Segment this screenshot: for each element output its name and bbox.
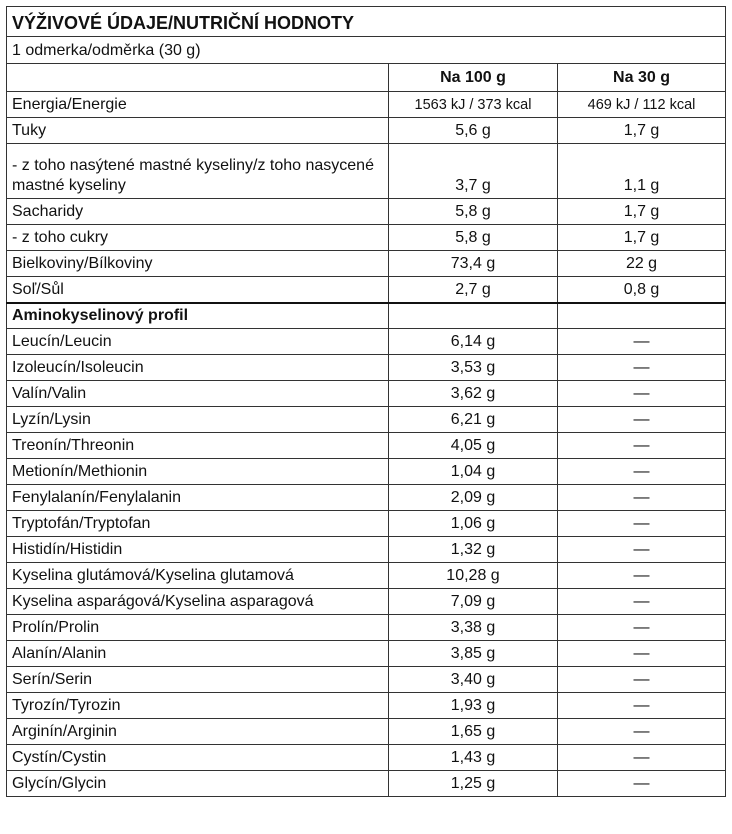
table-row bbox=[7, 407, 726, 433]
amino-per30: — bbox=[558, 719, 726, 745]
amino-name: Histidín/Histidin bbox=[7, 537, 389, 563]
amino-per30: — bbox=[558, 745, 726, 771]
amino-per100: 1,43 g bbox=[389, 745, 558, 771]
amino-name: Kyselina glutámová/Kyselina glutamová bbox=[7, 563, 389, 589]
nutrient-per100: 5,6 g bbox=[389, 118, 558, 144]
table-row bbox=[7, 719, 726, 745]
amino-per30: — bbox=[558, 407, 726, 433]
nutrition-table bbox=[6, 6, 726, 797]
amino-name: Treonín/Threonin bbox=[7, 433, 389, 459]
nutrient-per30: 1,7 g bbox=[558, 118, 726, 144]
column-header-per100: Na 100 g bbox=[389, 64, 558, 92]
table-row bbox=[7, 511, 726, 537]
table-row bbox=[7, 563, 726, 589]
nutrient-name: Energia/Energie bbox=[7, 92, 389, 118]
amino-per30: — bbox=[558, 615, 726, 641]
amino-per30: — bbox=[558, 667, 726, 693]
nutrient-per100: 5,8 g bbox=[389, 199, 558, 225]
table-row bbox=[7, 693, 726, 719]
table-row bbox=[7, 589, 726, 615]
amino-per30: — bbox=[558, 485, 726, 511]
table-row bbox=[7, 433, 726, 459]
amino-per30: — bbox=[558, 641, 726, 667]
nutrient-name: Bielkoviny/Bílkoviny bbox=[7, 251, 389, 277]
table-row bbox=[7, 329, 726, 355]
amino-per100: 1,04 g bbox=[389, 459, 558, 485]
table-row bbox=[7, 118, 726, 144]
amino-name: Tyrozín/Tyrozin bbox=[7, 693, 389, 719]
amino-name: Lyzín/Lysin bbox=[7, 407, 389, 433]
title-row bbox=[7, 7, 726, 37]
amino-per100: 1,25 g bbox=[389, 771, 558, 797]
table-row bbox=[7, 485, 726, 511]
table-row bbox=[7, 225, 726, 251]
nutrient-name: Sacharidy bbox=[7, 199, 389, 225]
amino-name: Fenylalanín/Fenylalanin bbox=[7, 485, 389, 511]
amino-name: Leucín/Leucin bbox=[7, 329, 389, 355]
amino-per30: — bbox=[558, 433, 726, 459]
nutrient-name: - z toho nasýtené mastné kyseliny/z toho nasycené mastné kyseliny bbox=[7, 144, 389, 199]
amino-name: Glycín/Glycin bbox=[7, 771, 389, 797]
table-row bbox=[7, 92, 726, 118]
table-title: VÝŽIVOVÉ ÚDAJE/NUTRIČNÍ HODNOTY bbox=[7, 7, 726, 37]
table-row bbox=[7, 459, 726, 485]
amino-per30: — bbox=[558, 537, 726, 563]
nutrient-name: Soľ/Sůl bbox=[7, 277, 389, 303]
amino-per30: — bbox=[558, 511, 726, 537]
table-row bbox=[7, 771, 726, 797]
serving-row bbox=[7, 37, 726, 64]
amino-per100: 6,21 g bbox=[389, 407, 558, 433]
amino-name: Metionín/Methionin bbox=[7, 459, 389, 485]
amino-per100: 3,38 g bbox=[389, 615, 558, 641]
table-row bbox=[7, 144, 726, 199]
amino-per100: 3,40 g bbox=[389, 667, 558, 693]
table-row bbox=[7, 381, 726, 407]
nutrient-per30: 1,7 g bbox=[558, 225, 726, 251]
table-row bbox=[7, 277, 726, 303]
column-header-name bbox=[7, 64, 389, 92]
amino-per100: 7,09 g bbox=[389, 589, 558, 615]
amino-per100: 1,06 g bbox=[389, 511, 558, 537]
amino-per100: 4,05 g bbox=[389, 433, 558, 459]
amino-name: Izoleucín/Isoleucin bbox=[7, 355, 389, 381]
table-row bbox=[7, 641, 726, 667]
nutrient-per100: 73,4 g bbox=[389, 251, 558, 277]
amino-per100: 10,28 g bbox=[389, 563, 558, 589]
amino-name: Cystín/Cystin bbox=[7, 745, 389, 771]
amino-name: Serín/Serin bbox=[7, 667, 389, 693]
amino-name: Prolín/Prolin bbox=[7, 615, 389, 641]
table-row bbox=[7, 667, 726, 693]
nutrient-name: Tuky bbox=[7, 118, 389, 144]
amino-per30: — bbox=[558, 355, 726, 381]
nutrient-per30: 1,1 g bbox=[558, 144, 726, 199]
table-row bbox=[7, 615, 726, 641]
amino-per100: 1,32 g bbox=[389, 537, 558, 563]
table-row bbox=[7, 251, 726, 277]
serving-size: 1 odmerka/odměrka (30 g) bbox=[7, 37, 726, 64]
nutrient-per30: 1,7 g bbox=[558, 199, 726, 225]
amino-per30: — bbox=[558, 589, 726, 615]
table-row bbox=[7, 199, 726, 225]
amino-per30: — bbox=[558, 563, 726, 589]
nutrient-per100: 3,7 g bbox=[389, 144, 558, 199]
amino-name: Alanín/Alanin bbox=[7, 641, 389, 667]
amino-per30: — bbox=[558, 693, 726, 719]
amino-name: Tryptofán/Tryptofan bbox=[7, 511, 389, 537]
nutrient-per30: 22 g bbox=[558, 251, 726, 277]
empty-cell bbox=[389, 303, 558, 329]
amino-per30: — bbox=[558, 459, 726, 485]
amino-name: Kyselina asparágová/Kyselina asparagová bbox=[7, 589, 389, 615]
amino-per100: 3,62 g bbox=[389, 381, 558, 407]
nutrient-per30: 469 kJ / 112 kcal bbox=[558, 92, 726, 118]
amino-per30: — bbox=[558, 771, 726, 797]
nutrient-per100: 5,8 g bbox=[389, 225, 558, 251]
amino-per100: 3,53 g bbox=[389, 355, 558, 381]
amino-name: Valín/Valin bbox=[7, 381, 389, 407]
nutrition-table-container bbox=[6, 6, 725, 797]
amino-per30: — bbox=[558, 329, 726, 355]
amino-per100: 1,65 g bbox=[389, 719, 558, 745]
table-row bbox=[7, 745, 726, 771]
empty-cell bbox=[558, 303, 726, 329]
nutrient-per100: 1563 kJ / 373 kcal bbox=[389, 92, 558, 118]
amino-name: Arginín/Arginin bbox=[7, 719, 389, 745]
amino-section-title: Aminokyselinový profil bbox=[7, 303, 389, 329]
amino-per100: 1,93 g bbox=[389, 693, 558, 719]
column-header-per30: Na 30 g bbox=[558, 64, 726, 92]
amino-per100: 3,85 g bbox=[389, 641, 558, 667]
table-row bbox=[7, 537, 726, 563]
amino-per100: 2,09 g bbox=[389, 485, 558, 511]
amino-per30: — bbox=[558, 381, 726, 407]
nutrient-name: - z toho cukry bbox=[7, 225, 389, 251]
column-header-row bbox=[7, 64, 726, 92]
amino-per100: 6,14 g bbox=[389, 329, 558, 355]
amino-section-row bbox=[7, 303, 726, 329]
table-row bbox=[7, 355, 726, 381]
nutrient-per30: 0,8 g bbox=[558, 277, 726, 303]
nutrient-per100: 2,7 g bbox=[389, 277, 558, 303]
